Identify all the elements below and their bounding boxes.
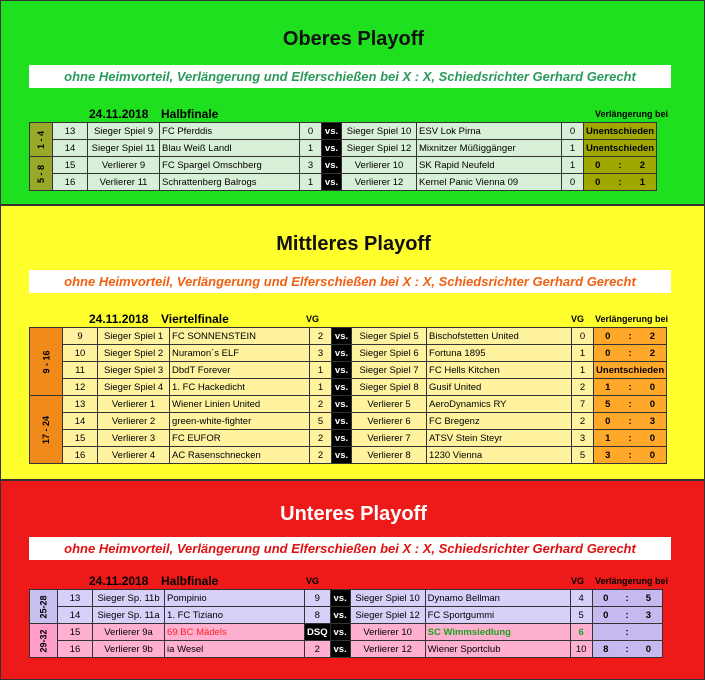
right-slot-label: Verlierer 5 [352,396,427,413]
overtime-score-right: 5 [645,592,652,604]
match-row [30,607,663,624]
left-score: 8 [305,607,331,624]
overtime-score-right: 3 [649,415,656,427]
left-score: 2 [310,328,332,345]
match-number: 9 [63,328,98,345]
match-number: 12 [63,379,98,396]
left-team: Schrattenberg Balrogs [160,174,300,191]
mid-rules-banner: ohne Heimvorteil, Verlängerung und Elferschießen bei X : X, Schiedsrichter Gerhard Gerecht [29,270,671,293]
mid-extra-header: Verlängerung bei [595,314,669,324]
versus-label: vs. [332,413,352,430]
left-team: Nuramon´s ELF [170,345,310,362]
left-score: 1 [300,174,322,191]
overtime-score [595,610,660,621]
overtime-score-right: 1 [639,176,646,188]
overtime-score [595,593,660,604]
match-number: 13 [53,123,88,140]
left-slot-label: Verlierer 4 [98,447,170,464]
versus-label: vs. [322,174,342,191]
overtime-score [596,450,664,461]
overtime-result [592,590,662,607]
versus-label: vs. [332,396,352,413]
overtime-score [596,416,664,427]
versus-label: vs. [330,590,350,607]
overtime-result [594,447,667,464]
right-team: Mixnitzer Müßiggänger [417,140,562,157]
group-range-text: 29-32 [38,628,49,653]
right-team: Kernel Panic Vienna 09 [417,174,562,191]
versus-label: vs. [322,140,342,157]
left-team: DbdT Forever [170,362,310,379]
top-extra-header: Verlängerung bei [595,109,669,119]
mid-playoff-panel [0,205,705,480]
right-team: FC Sportgummi [425,607,570,624]
right-score: 2 [572,413,594,430]
overtime-score-separator: : [628,398,632,410]
left-team: Wiener Linien United [170,396,310,413]
left-team: Blau Weiß Landl [160,140,300,157]
versus-label: vs. [332,345,352,362]
match-row [30,590,663,607]
overtime-result [594,413,667,430]
left-slot-label: Sieger Spiel 3 [98,362,170,379]
match-row [30,379,667,396]
overtime-score-left: 8 [603,643,609,655]
left-score: 9 [305,590,331,607]
left-score: 3 [310,345,332,362]
match-number: 15 [53,157,88,174]
top-playoff-title: Oberes Playoff [282,28,425,50]
right-slot-label: Sieger Spiel 12 [350,607,425,624]
match-row [30,157,657,174]
right-score: 1 [572,345,594,362]
overtime-score-right: 0 [649,381,656,393]
overtime-score-separator: : [628,347,632,359]
right-slot-label: Sieger Spiel 7 [352,362,427,379]
left-slot-label: Verlierer 3 [98,430,170,447]
right-slot-label: Sieger Spiel 12 [342,140,417,157]
right-slot-label: Verlierer 8 [352,447,427,464]
left-score: 1 [300,140,322,157]
overtime-score-separator: : [628,432,632,444]
group-range-text: 25-28 [38,594,49,619]
group-range-label [30,590,58,624]
overtime-score-left: 0 [605,330,611,342]
right-score: 7 [572,396,594,413]
overtime-score-separator: : [628,449,632,461]
overtime-score-right: 0 [649,432,656,444]
right-score: 6 [570,624,592,641]
match-row [30,641,663,658]
match-number: 16 [53,174,88,191]
overtime-result [594,345,667,362]
top-playoff-panel [0,0,705,205]
left-team: Pompinio [165,590,305,607]
left-slot-label: Verlierer 9a [93,624,165,641]
low-round: Halbfinale [161,574,219,588]
right-score: 2 [572,379,594,396]
overtime-result [594,396,667,413]
right-score: 0 [572,328,594,345]
overtime-result [592,624,662,641]
right-slot-label: Verlierer 10 [350,624,425,641]
mid-playoff-title: Mittleres Playoff [276,233,431,255]
overtime-score-right: 2 [639,159,646,171]
right-team: ESV Lok Pirna [417,123,562,140]
overtime-result [584,174,657,191]
overtime-score [586,177,654,188]
overtime-score-right: 2 [649,330,656,342]
mid-vg-left: VG [306,314,320,324]
right-team: FC Bregenz [427,413,572,430]
overtime-score-right: 0 [649,449,656,461]
left-score: DSQ [305,624,331,641]
match-number: 16 [63,447,98,464]
top-round: Halbfinale [161,107,219,121]
match-number: 16 [58,641,93,658]
group-range-text: 9 - 16 [41,349,52,374]
left-slot-label: Sieger Spiel 11 [88,140,160,157]
right-team: ATSV Stein Steyr [427,430,572,447]
right-slot-label: Sieger Spiel 10 [350,590,425,607]
overtime-score [596,382,664,393]
low-playoff-title: Unteres Playoff [280,503,427,525]
overtime-score-left: 3 [605,449,611,461]
left-slot-label: Sieger Sp. 11a [93,607,165,624]
overtime-result: Unentschieden [594,362,667,379]
match-row [30,123,657,140]
left-team: ia Wesel [165,641,305,658]
low-vg-left: VG [306,576,320,586]
left-score: 2 [310,430,332,447]
overtime-score-separator: : [625,626,629,638]
overtime-score [596,348,664,359]
overtime-result: Unentschieden [584,123,657,140]
overtime-result [592,641,662,658]
overtime-score-left: 1 [605,381,611,393]
right-slot-label: Sieger Spiel 5 [352,328,427,345]
match-number: 11 [63,362,98,379]
left-slot-label: Sieger Spiel 9 [88,123,160,140]
match-number: 14 [58,607,93,624]
match-row [30,362,667,379]
right-score: 1 [562,140,584,157]
left-team: FC Pferddis [160,123,300,140]
left-team: 1. FC Hackedicht [170,379,310,396]
right-team: 1230 Vienna [427,447,572,464]
right-slot-label: Sieger Spiel 6 [352,345,427,362]
overtime-score [596,433,664,444]
versus-label: vs. [322,123,342,140]
match-number: 15 [63,430,98,447]
match-number: 13 [63,396,98,413]
match-row [30,345,667,362]
group-range-label [30,396,63,464]
mid-date: 24.11.2018 [89,312,149,326]
top-match-table [29,122,657,191]
right-team: FC Hells Kitchen [427,362,572,379]
overtime-result [592,607,662,624]
left-score: 2 [305,641,331,658]
overtime-score-separator: : [628,415,632,427]
overtime-score-right: 3 [645,609,652,621]
right-slot-label: Verlierer 6 [352,413,427,430]
right-team: Dynamo Bellman [425,590,570,607]
left-slot-label: Sieger Sp. 11b [93,590,165,607]
group-range-text: 1 - 4 [36,130,47,149]
match-row [30,413,667,430]
overtime-score-separator: : [628,381,632,393]
overtime-score [595,627,660,638]
group-range-label [30,123,53,157]
low-rules-banner: ohne Heimvorteil, Verlängerung und Elferschießen bei X : X, Schiedsrichter Gerhard Gerecht [29,537,671,560]
group-range-label [30,157,53,191]
versus-label: vs. [332,430,352,447]
right-slot-label: Verlierer 12 [342,174,417,191]
overtime-score-left: 0 [605,347,611,359]
overtime-result [594,430,667,447]
mid-vg-right: VG [571,314,585,324]
right-team: Gusif United [427,379,572,396]
versus-label: vs. [332,379,352,396]
overtime-score [595,644,660,655]
group-range-text: 5 - 8 [36,164,47,183]
left-team: FC Spargel Omschberg [160,157,300,174]
overtime-score-left: 0 [603,609,609,621]
right-slot-label: Sieger Spiel 8 [352,379,427,396]
overtime-score-right: 0 [649,398,656,410]
overtime-score [596,331,664,342]
left-slot-label: Verlierer 2 [98,413,170,430]
group-range-label [30,328,63,396]
left-score: 1 [310,362,332,379]
versus-label: vs. [332,328,352,345]
overtime-score-separator: : [625,592,629,604]
left-slot-label: Verlierer 11 [88,174,160,191]
left-score: 3 [300,157,322,174]
overtime-score-right: 2 [649,347,656,359]
overtime-score-left: 5 [605,398,611,410]
left-team: FC EUFOR [170,430,310,447]
right-slot-label: Verlierer 12 [350,641,425,658]
overtime-score-separator: : [628,330,632,342]
left-slot-label: Sieger Spiel 1 [98,328,170,345]
versus-label: vs. [332,362,352,379]
match-row [30,140,657,157]
overtime-score-separator: : [625,609,629,621]
overtime-score-right: 0 [645,643,652,655]
overtime-score-separator: : [618,176,622,188]
overtime-score [586,160,654,171]
right-score: 1 [572,362,594,379]
left-slot-label: Verlierer 1 [98,396,170,413]
versus-label: vs. [330,641,350,658]
left-slot-label: Verlierer 9b [93,641,165,658]
left-team: green-white-fighter [170,413,310,430]
left-score: 2 [310,396,332,413]
low-date: 24.11.2018 [89,574,149,588]
right-slot-label: Verlierer 7 [352,430,427,447]
overtime-score-separator: : [618,159,622,171]
low-playoff-panel [0,480,705,680]
overtime-score-left: 0 [605,415,611,427]
right-score: 10 [570,641,592,658]
right-team: Bischofstetten United [427,328,572,345]
right-team: SC Wimmsiedlung [425,624,570,641]
group-range-text: 17 - 24 [41,415,52,444]
left-team: 1. FC Tiziano [165,607,305,624]
low-vg-right: VG [571,576,585,586]
overtime-score-separator: : [625,643,629,655]
overtime-result [594,379,667,396]
overtime-result [594,328,667,345]
right-score: 0 [562,174,584,191]
match-number: 13 [58,590,93,607]
mid-round: Viertelfinale [161,312,229,326]
match-row [30,447,667,464]
overtime-score-left: 0 [595,176,601,188]
right-score: 0 [562,123,584,140]
left-score: 1 [310,379,332,396]
right-score: 3 [572,430,594,447]
right-score: 1 [562,157,584,174]
right-team: SK Rapid Neufeld [417,157,562,174]
left-score: 2 [310,447,332,464]
match-number: 14 [63,413,98,430]
left-score: 5 [310,413,332,430]
right-slot-label: Sieger Spiel 10 [342,123,417,140]
overtime-score-left: 0 [603,592,609,604]
left-slot-label: Sieger Spiel 2 [98,345,170,362]
left-slot-label: Verlierer 9 [88,157,160,174]
right-score: 5 [572,447,594,464]
match-row [30,624,663,641]
versus-label: vs. [332,447,352,464]
left-team: 69 BC Mädels [165,624,305,641]
top-date: 24.11.2018 [89,107,149,121]
match-row [30,396,667,413]
match-row [30,328,667,345]
left-team: FC SONNENSTEIN [170,328,310,345]
match-number: 15 [58,624,93,641]
right-score: 4 [570,590,592,607]
top-rules-banner: ohne Heimvorteil, Verlängerung und Elferschießen bei X : X, Schiedsrichter Gerhard Gerecht [29,65,671,88]
mid-match-table [29,327,667,464]
match-row [30,174,657,191]
right-slot-label: Verlierer 10 [342,157,417,174]
right-team: Fortuna 1895 [427,345,572,362]
group-range-label [30,624,58,658]
versus-label: vs. [330,607,350,624]
right-score: 5 [570,607,592,624]
match-number: 14 [53,140,88,157]
overtime-result [584,157,657,174]
right-team: AeroDynamics RY [427,396,572,413]
versus-label: vs. [330,624,350,641]
left-score: 0 [300,123,322,140]
match-row [30,430,667,447]
match-number: 10 [63,345,98,362]
left-team: AC Rasenschnecken [170,447,310,464]
overtime-score-left: 1 [605,432,611,444]
low-extra-header: Verlängerung bei [595,576,669,586]
right-team: Wiener Sportclub [425,641,570,658]
versus-label: vs. [322,157,342,174]
overtime-result: Unentschieden [584,140,657,157]
overtime-score-left: 0 [595,159,601,171]
left-slot-label: Sieger Spiel 4 [98,379,170,396]
overtime-score [596,399,664,410]
low-match-table [29,589,663,658]
